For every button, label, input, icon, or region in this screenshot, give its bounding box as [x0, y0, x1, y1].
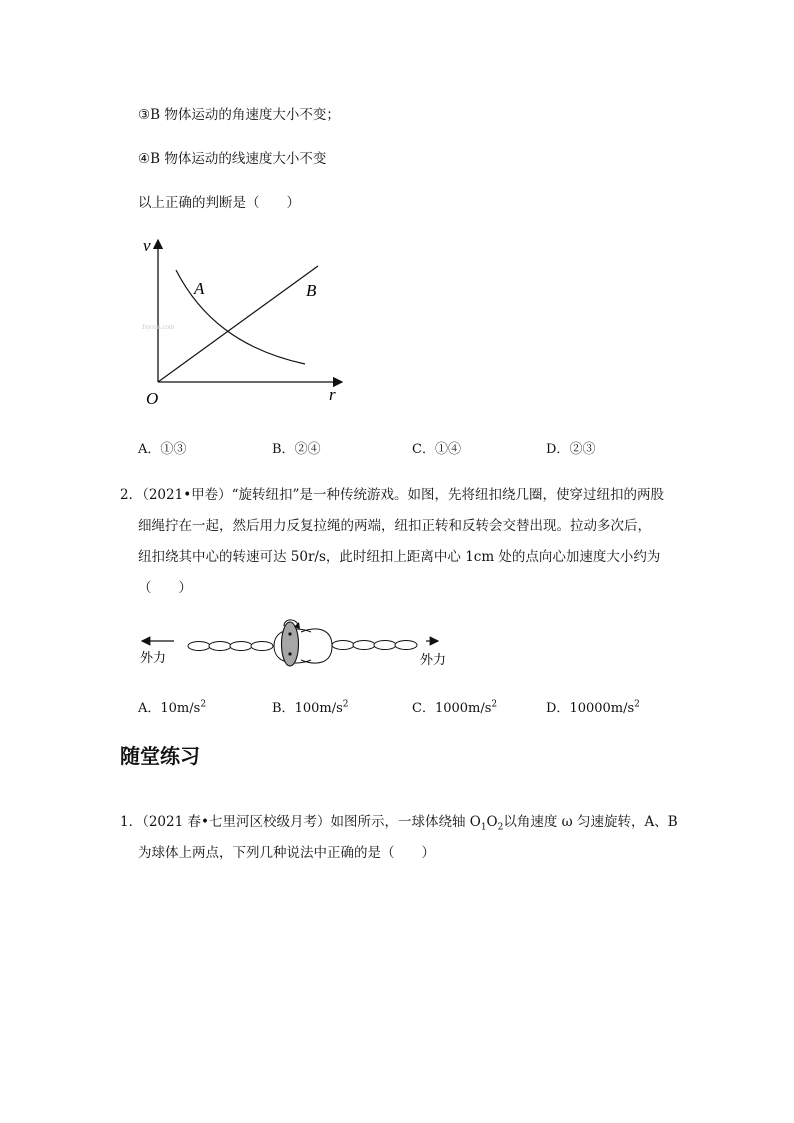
curve-a-label: A: [194, 279, 205, 298]
q2-line-2: 细绳拧在一起，然后用力反复拉绳的两端，纽扣正转和反转会交替出现。拉动多次后，: [138, 518, 651, 534]
q1-option-c[interactable]: C．①④: [412, 442, 461, 457]
statement-4: ④B 物体运动的线速度大小不变: [138, 151, 327, 167]
origin-label: O: [146, 389, 159, 408]
line-b: [158, 266, 318, 382]
q2-line-4: （ ）: [138, 580, 192, 596]
q2-line-3: 纽扣绕其中心的转速可达 50r/s，此时纽扣上距离中心 1cm 处的点向心加速度大小约为: [138, 549, 661, 565]
q2-option-d[interactable]: D．$10000m/s^2$: [546, 699, 640, 716]
v-axis-label: v: [143, 236, 151, 255]
button-disc: [282, 622, 299, 666]
q2-line-1: 2．（2021•甲卷）“旋转纽扣”是一种传统游戏。如图，先将纽扣绕几圈，使穿过纽扣的两股: [120, 487, 664, 503]
practice-q1-line-2: 为球体上两点，下列几种说法中正确的是（ ）: [138, 845, 435, 861]
answer-prompt: 以上正确的判断是（ ）: [138, 195, 300, 211]
twisted-string-right: [332, 641, 417, 650]
line-b-label: B: [306, 281, 317, 300]
q2-option-c[interactable]: C．$1000m/s^2$: [412, 699, 498, 716]
v-r-graph: [130, 232, 360, 412]
practice-q1-line-1: 1．（2021 春•七里河区校级月考）如图所示，一球体绕轴 $O_1O_2$以角速度 ω 匀速旋转，A、B: [120, 814, 678, 833]
q2-option-a[interactable]: A．$10m/s^2$: [138, 699, 207, 716]
left-force-label: 外力: [140, 650, 167, 665]
section-heading: 随堂练习: [120, 744, 200, 768]
button-hole-bottom: [288, 652, 291, 655]
watermark: Jxyxm.com: [142, 323, 175, 331]
r-axis-label: r: [329, 385, 336, 404]
right-force-label: 外力: [420, 652, 447, 667]
string-loop-right: [301, 629, 332, 663]
q1-option-a[interactable]: A．①③: [138, 442, 187, 457]
q1-option-d[interactable]: D．②③: [546, 442, 596, 457]
button-hole-top: [288, 632, 291, 635]
q1-option-b[interactable]: B．②④: [272, 442, 321, 457]
spinning-button-diagram: [136, 612, 466, 674]
q2-option-b[interactable]: B．$100m/s^2$: [272, 699, 349, 716]
twisted-string-left: [188, 642, 273, 651]
statement-3: ③B 物体运动的角速度大小不变；: [138, 107, 340, 123]
